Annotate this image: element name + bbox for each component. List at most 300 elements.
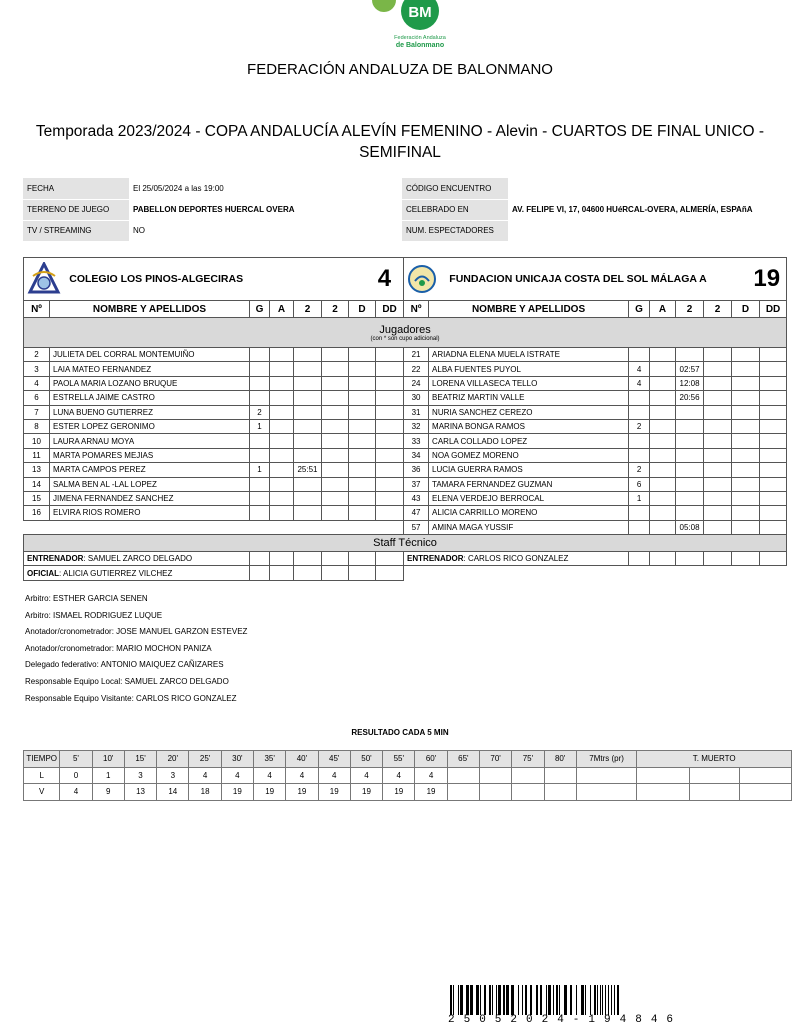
barcode-bar: [590, 985, 591, 1015]
col-a: A: [650, 301, 676, 318]
player-m1-cell: [294, 434, 322, 448]
player-m2-cell: [704, 348, 732, 362]
barcode-bar: [450, 985, 452, 1015]
barcode-bar: [489, 985, 491, 1015]
player-n-cell: 33: [404, 434, 429, 448]
official-line: Delegado federativo: ANTONIO MAIQUEZ CAÑIZARES: [25, 660, 224, 670]
official-line: Responsable Equipo Local: SAMUEL ZARCO DELGADO: [25, 676, 229, 686]
staff-stat-cell: [650, 552, 676, 566]
player-a-cell: [650, 405, 676, 419]
col-m1: 2: [676, 301, 704, 318]
player-name-cell: LORENA VILLASECA TELLO: [429, 376, 629, 390]
player-dd-cell: [760, 348, 787, 362]
player-m2-cell: [322, 348, 349, 362]
codigo-value: [508, 178, 787, 199]
player-a-cell: [270, 362, 294, 376]
player-m1-cell: [676, 419, 704, 433]
player-n-cell: 2: [24, 348, 50, 362]
player-dd-cell: [760, 434, 787, 448]
players-section-note: (con * son cupo adicional): [370, 335, 440, 342]
barcode-bar: [506, 985, 509, 1015]
player-m1-cell: [676, 506, 704, 520]
player-g-cell: [250, 448, 270, 462]
away-team-name: FUNDACION UNICAJA COSTA DEL SOL MÁLAGA A: [449, 273, 707, 285]
player-d-cell: [349, 434, 376, 448]
player-m2-cell: [322, 491, 349, 505]
timeout-cell: [689, 784, 739, 801]
fecha-value: El 25/05/2024 a las 19:00: [129, 178, 398, 199]
player-g-cell: [629, 391, 650, 405]
barcode-bar: [470, 985, 473, 1015]
barcode-bar: [559, 985, 560, 1015]
results-cell: 9: [92, 784, 124, 801]
results-row: [24, 784, 792, 801]
player-row: [24, 405, 787, 419]
barcode-bar: [492, 985, 493, 1015]
player-g-cell: [250, 477, 270, 491]
player-n-cell: 3: [24, 362, 50, 376]
player-m2-cell: [704, 520, 732, 534]
results-cell: 19: [286, 784, 318, 801]
columns-header-row: [24, 301, 787, 318]
player-dd-cell: [760, 448, 787, 462]
results-header-cell: 60': [415, 751, 447, 768]
results-cell: 4: [415, 767, 447, 784]
player-g-cell: 2: [629, 419, 650, 433]
barcode-bar: [466, 985, 469, 1015]
staff-role: ENTRENADOR: [27, 554, 84, 564]
player-n-cell: 43: [404, 491, 429, 505]
barcode-bar: [614, 985, 615, 1015]
codigo-label: CÓDIGO ENCUENTRO: [402, 178, 508, 199]
away-team-cell: [404, 258, 732, 301]
col-m1: 2: [294, 301, 322, 318]
results-header-cell: 5': [60, 751, 92, 768]
player-name-cell: AMINA MAGA YUSSIF: [429, 520, 629, 534]
terreno-label: TERRENO DE JUEGO: [23, 199, 129, 220]
player-d-cell: [349, 391, 376, 405]
timeout-cell: [637, 784, 689, 801]
results-cell: 13: [124, 784, 156, 801]
player-row: [24, 419, 787, 433]
staff-stat-cell: [349, 566, 376, 580]
player-name-cell: MARTA CAMPOS PEREZ: [50, 463, 250, 477]
official-line: Arbitro: ESTHER GARCIA SENEN: [25, 594, 148, 603]
results-cell: [479, 784, 511, 801]
staff-name: : CARLOS RICO GONZALEZ: [463, 554, 569, 564]
player-a-cell: [650, 491, 676, 505]
player-m2-cell: [704, 391, 732, 405]
player-m2-cell: [704, 434, 732, 448]
player-m1-cell: [294, 362, 322, 376]
staff-name: : SAMUEL ZARCO DELGADO: [83, 554, 193, 564]
results-cell: 4: [350, 767, 382, 784]
player-n-cell: 57: [404, 520, 429, 534]
player-m1-cell: [294, 491, 322, 505]
staff-stat-cell: [760, 552, 787, 566]
player-m1-cell: [676, 477, 704, 491]
player-n-cell: 7: [24, 405, 50, 419]
player-row: [24, 520, 787, 534]
results-cell: [544, 784, 576, 801]
player-a-cell: [270, 506, 294, 520]
competition-title: Temporada 2023/2024 - COPA ANDALUCÍA ALEVÍN FEMENINO - Alevin - CUARTOS DE FINAL UNICO - SEMIFINAL: [35, 123, 765, 161]
barcode-bar: [498, 985, 501, 1015]
player-dd-cell: [760, 491, 787, 505]
player-row: [24, 391, 787, 405]
player-g-cell: [250, 376, 270, 390]
player-m2-cell: [704, 448, 732, 462]
player-dd-cell: [376, 362, 404, 376]
barcode-bar: [576, 985, 577, 1015]
results-header-cell: 7Mtrs (pr): [576, 751, 637, 768]
player-name-cell: MARTA POMARES MEJIAS: [50, 448, 250, 462]
player-name-cell: BEATRIZ MARTIN VALLE: [429, 391, 629, 405]
player-name-cell: TAMARA FERNANDEZ GUZMAN: [429, 477, 629, 491]
player-g-cell: 6: [629, 477, 650, 491]
player-dd-cell: [760, 362, 787, 376]
player-a-cell: [270, 477, 294, 491]
player-row: [24, 506, 787, 520]
espectadores-value: [508, 220, 787, 241]
player-m2-cell: [322, 419, 349, 433]
player-a-cell: [270, 376, 294, 390]
player-a-cell: [270, 419, 294, 433]
player-d-cell: [732, 362, 760, 376]
results-header-cell: 70': [479, 751, 511, 768]
player-n-cell: 16: [24, 506, 50, 520]
teams-table: [23, 257, 787, 581]
player-d-cell: [732, 376, 760, 390]
player-dd-cell: [376, 376, 404, 390]
player-name-cell: LUNA BUENO GUTIERREZ: [50, 405, 250, 419]
col-m2: 2: [704, 301, 732, 318]
player-n-cell: 21: [404, 348, 429, 362]
player-g-cell: 4: [629, 376, 650, 390]
col-g: G: [250, 301, 270, 318]
results-cell: 18: [189, 784, 221, 801]
barcode-bar: [548, 985, 551, 1015]
player-dd-cell: [376, 463, 404, 477]
player-m1-cell: [294, 419, 322, 433]
player-a-cell: [650, 448, 676, 462]
player-a-cell: [650, 348, 676, 362]
celebrado-value: AV. FELIPE VI, 17, 04600 HUéRCAL-OVERA, ALMERÍA, ESPAñA: [508, 199, 787, 220]
barcode-bar: [600, 985, 601, 1015]
player-d-cell: [349, 362, 376, 376]
player-n-cell: 15: [24, 491, 50, 505]
match-info-left: [23, 178, 398, 242]
results-cell: 4: [189, 767, 221, 784]
barcode-bar: [553, 985, 554, 1015]
results-cell: V: [24, 784, 60, 801]
logo-text: BM: [408, 4, 432, 21]
player-a-cell: [270, 491, 294, 505]
empty-cell: [24, 520, 404, 534]
player-g-cell: [250, 491, 270, 505]
player-n-cell: 32: [404, 419, 429, 433]
player-g-cell: 4: [629, 362, 650, 376]
player-dd-cell: [376, 434, 404, 448]
player-n-cell: 4: [24, 376, 50, 390]
col-dd: DD: [376, 301, 404, 318]
player-a-cell: [650, 506, 676, 520]
player-m2-cell: [322, 448, 349, 462]
barcode-bar: [460, 985, 463, 1015]
player-d-cell: [732, 506, 760, 520]
player-g-cell: [629, 348, 650, 362]
player-d-cell: [732, 391, 760, 405]
results-cell: [576, 784, 637, 801]
player-name-cell: ALBA FUENTES PUYOL: [429, 362, 629, 376]
player-d-cell: [349, 376, 376, 390]
staff-stat-cell: [704, 552, 732, 566]
results-cell: 0: [60, 767, 92, 784]
staff-role: ENTRENADOR: [407, 554, 464, 564]
results-header-cell: 50': [350, 751, 382, 768]
staff-row: [24, 566, 787, 580]
player-row: [24, 463, 787, 477]
col-m2: 2: [322, 301, 349, 318]
player-d-cell: [732, 520, 760, 534]
player-n-cell: 22: [404, 362, 429, 376]
results-cell: 19: [415, 784, 447, 801]
results-header-row: [24, 751, 792, 768]
results-cell: [479, 767, 511, 784]
logo-caption-2: de Balonmano: [395, 42, 445, 49]
player-a-cell: [270, 434, 294, 448]
player-name-cell: LAIA MATEO FERNANDEZ: [50, 362, 250, 376]
player-name-cell: CARLA COLLADO LOPEZ: [429, 434, 629, 448]
col-n: Nº: [404, 301, 429, 318]
player-name-cell: ELENA VERDEJO BERROCAL: [429, 491, 629, 505]
col-a: A: [270, 301, 294, 318]
barcode-bar: [617, 985, 619, 1015]
player-a-cell: [650, 376, 676, 390]
player-m1-cell: [294, 448, 322, 462]
player-n-cell: 47: [404, 506, 429, 520]
player-d-cell: [349, 491, 376, 505]
home-team-name: COLEGIO LOS PINOS-ALGECIRAS: [69, 273, 244, 285]
player-a-cell: [650, 477, 676, 491]
staff-name: : ALICIA GUTIERREZ VILCHEZ: [59, 568, 173, 578]
player-dd-cell: [376, 348, 404, 362]
barcode-bar: [480, 985, 481, 1015]
fecha-label: FECHA: [23, 178, 129, 199]
staff-stat-cell: [294, 566, 322, 580]
player-g-cell: [250, 506, 270, 520]
player-g-cell: 1: [250, 463, 270, 477]
barcode-bar: [522, 985, 523, 1015]
player-a-cell: [270, 391, 294, 405]
staff-member-cell: [24, 566, 250, 580]
match-info-right: [402, 178, 787, 242]
player-m2-cell: [704, 506, 732, 520]
results-header-cell: 40': [286, 751, 318, 768]
player-n-cell: 24: [404, 376, 429, 390]
player-name-cell: JULIETA DEL CORRAL MONTEMUIÑO: [50, 348, 250, 362]
player-dd-cell: [760, 477, 787, 491]
staff-stat-cell: [250, 566, 270, 580]
player-dd-cell: [760, 391, 787, 405]
barcode-bar: [570, 985, 572, 1015]
staff-row: [24, 552, 787, 566]
results-cell: 4: [221, 767, 253, 784]
barcode-bar: [476, 985, 479, 1015]
player-g-cell: 2: [250, 405, 270, 419]
results-header-cell: 65': [447, 751, 479, 768]
results-cell: [512, 767, 544, 784]
player-m1-cell: [676, 448, 704, 462]
player-dd-cell: [760, 463, 787, 477]
player-g-cell: 1: [629, 491, 650, 505]
player-d-cell: [349, 463, 376, 477]
staff-stat-cell: [322, 566, 349, 580]
player-m2-cell: [704, 376, 732, 390]
player-row: [24, 362, 787, 376]
player-a-cell: [270, 348, 294, 362]
player-d-cell: [732, 405, 760, 419]
player-rows: [24, 348, 787, 535]
player-m1-cell: [676, 434, 704, 448]
player-dd-cell: [760, 520, 787, 534]
staff-stat-cell: [629, 552, 650, 566]
player-row: [24, 376, 787, 390]
barcode-bar: [594, 985, 596, 1015]
player-a-cell: [650, 520, 676, 534]
barcode-bar: [453, 985, 454, 1015]
results-header-cell: 15': [124, 751, 156, 768]
results-header-cell: 45': [318, 751, 350, 768]
staff-section-header: Staff Técnico: [24, 535, 787, 552]
player-m2-cell: [704, 362, 732, 376]
player-m1-cell: 12:08: [676, 376, 704, 390]
results-cell: [544, 767, 576, 784]
player-d-cell: [732, 477, 760, 491]
player-a-cell: [650, 434, 676, 448]
barcode-bar: [564, 985, 567, 1015]
col-g: G: [629, 301, 650, 318]
player-m1-cell: 20:56: [676, 391, 704, 405]
player-m2-cell: [704, 463, 732, 477]
col-d: D: [732, 301, 760, 318]
official-line: Anotador/cronometrador: MARIO MOCHON PANIZA: [25, 643, 212, 653]
results-cell: [576, 767, 637, 784]
players-section-row: [24, 318, 787, 348]
player-m1-cell: [294, 405, 322, 419]
results-cell: 4: [286, 767, 318, 784]
results-cell: 19: [221, 784, 253, 801]
results-cell: 3: [157, 767, 189, 784]
staff-stat-cell: [270, 552, 294, 566]
staff-stat-cell: [349, 552, 376, 566]
player-m2-cell: [704, 419, 732, 433]
barcode-bar: [585, 985, 586, 1015]
staff-rows: [24, 552, 787, 581]
results-cell: 19: [318, 784, 350, 801]
player-d-cell: [732, 434, 760, 448]
player-name-cell: ELVIRA RIOS ROMERO: [50, 506, 250, 520]
results-cell: 4: [254, 767, 286, 784]
col-name: NOMBRE Y APELLIDOS: [429, 301, 629, 318]
barcode-bar: [540, 985, 542, 1015]
results-header-cell: 25': [189, 751, 221, 768]
players-section-header: [24, 318, 787, 348]
home-score: 4: [349, 258, 404, 301]
player-name-cell: ALICIA CARRILLO MORENO: [429, 506, 629, 520]
barcode-bar: [605, 985, 606, 1015]
staff-section-row: [24, 535, 787, 552]
player-n-cell: 8: [24, 419, 50, 433]
player-g-cell: 2: [629, 463, 650, 477]
results-header-cell: TIEMPO: [24, 751, 60, 768]
player-d-cell: [349, 477, 376, 491]
player-d-cell: [349, 348, 376, 362]
player-dd-cell: [376, 491, 404, 505]
player-dd-cell: [376, 419, 404, 433]
player-d-cell: [349, 419, 376, 433]
player-g-cell: [250, 348, 270, 362]
player-row: [24, 434, 787, 448]
team-header-row: [24, 258, 787, 301]
player-d-cell: [732, 419, 760, 433]
player-m2-cell: [322, 391, 349, 405]
player-m1-cell: [294, 506, 322, 520]
official-line: Responsable Equipo Visitante: CARLOS RICO GONZALEZ: [25, 693, 237, 703]
player-a-cell: [650, 419, 676, 433]
staff-stat-cell: [376, 552, 404, 566]
player-row: [24, 491, 787, 505]
player-dd-cell: [760, 506, 787, 520]
player-a-cell: [650, 362, 676, 376]
player-d-cell: [732, 491, 760, 505]
staff-stat-cell: [294, 552, 322, 566]
results-cell: 19: [350, 784, 382, 801]
player-d-cell: [349, 405, 376, 419]
results-cell: [447, 767, 479, 784]
player-g-cell: [250, 434, 270, 448]
tv-value: NO: [129, 220, 398, 241]
player-g-cell: [629, 434, 650, 448]
barcode-bar: [597, 985, 598, 1015]
player-dd-cell: [376, 506, 404, 520]
player-m1-cell: [676, 405, 704, 419]
results-cell: 19: [383, 784, 415, 801]
barcode-bar: [536, 985, 538, 1015]
barcode-bar: [611, 985, 612, 1015]
staff-member-cell: [404, 552, 629, 566]
barcode-bar: [458, 985, 459, 1015]
away-score: 19: [732, 258, 787, 301]
official-line: Anotador/cronometrador: JOSE MANUEL GARZON ESTEVEZ: [25, 627, 248, 637]
staff-member-cell: [24, 552, 250, 566]
player-d-cell: [732, 448, 760, 462]
barcode-bar: [511, 985, 514, 1015]
player-d-cell: [349, 448, 376, 462]
player-m1-cell: [294, 376, 322, 390]
player-a-cell: [270, 405, 294, 419]
player-n-cell: 14: [24, 477, 50, 491]
federation-title: FEDERACIÓN ANDALUZA DE BALONMANO: [247, 61, 553, 78]
player-m1-cell: 02:57: [676, 362, 704, 376]
away-team-crest-icon: [407, 264, 437, 294]
timeout-cell: [740, 784, 792, 801]
player-m1-cell: 25:51: [294, 463, 322, 477]
official-line: Arbitro: ISMAEL RODRIGUEZ LUQUE: [25, 610, 163, 620]
player-n-cell: 36: [404, 463, 429, 477]
col-dd: DD: [760, 301, 787, 318]
staff-role: OFICIAL: [27, 568, 59, 578]
